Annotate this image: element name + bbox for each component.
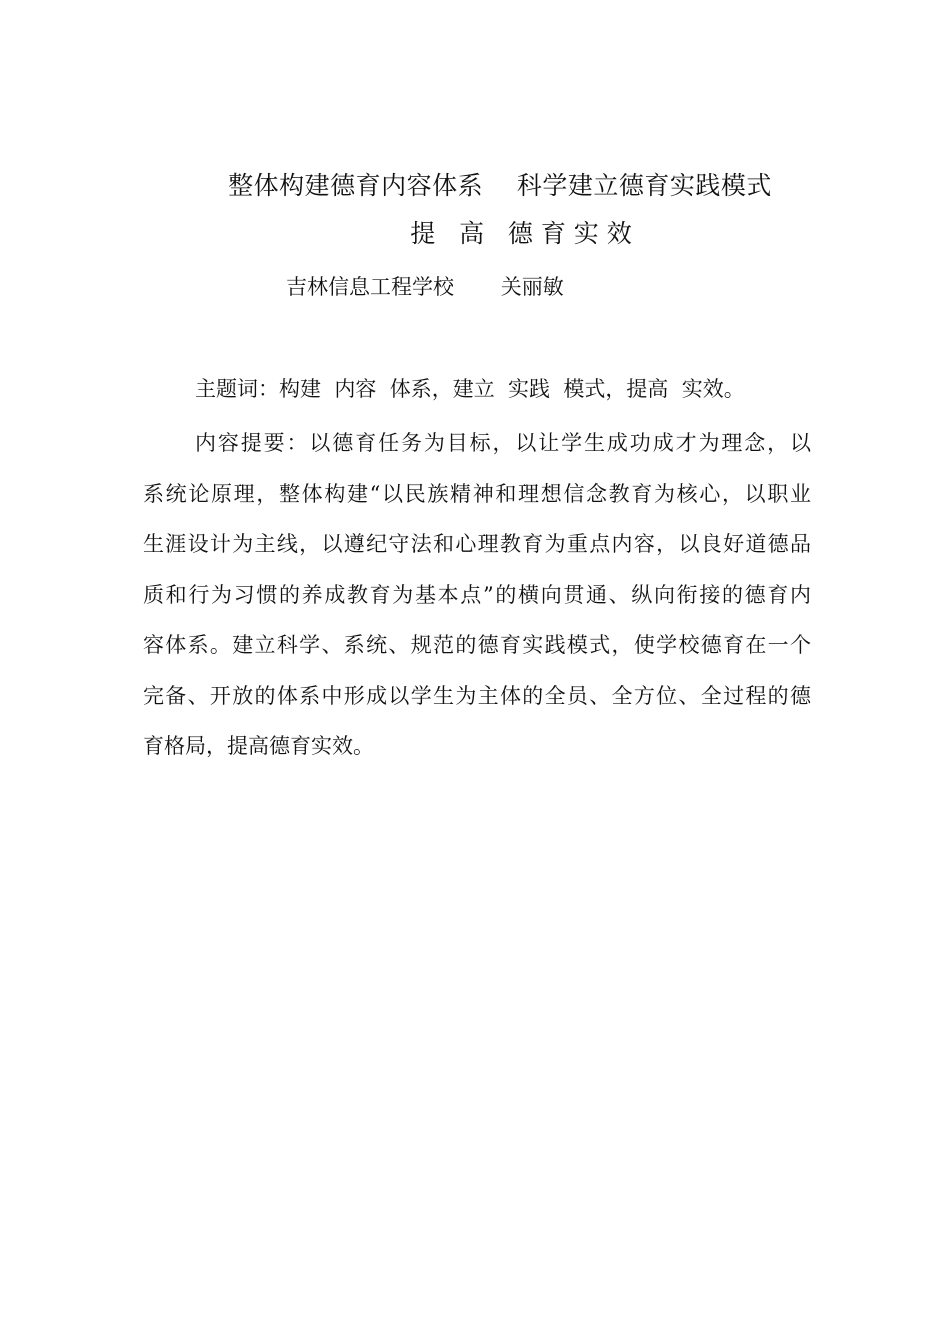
author-affiliation: 吉林信息工程学校 关丽敏 bbox=[286, 275, 564, 299]
abstract-line: 质和行为习惯的养成教育为基本点”的横向贯通、纵向衔接的德育内 bbox=[143, 582, 811, 607]
title-line-2: 提 高 德 育 实 效 bbox=[410, 219, 632, 248]
keywords-line: 主题词：构建 内容 体系，建立 实践 模式，提高 实效。 bbox=[195, 377, 745, 401]
abstract-line: 育格局，提高德育实效。 bbox=[143, 734, 374, 758]
abstract-line: 容体系。建立科学、系统、规范的德育实践模式，使学校德育在一个 bbox=[143, 633, 811, 657]
abstract-line: 内容提要：以德育任务为目标，以让学生成功成才为理念，以 bbox=[195, 431, 811, 455]
abstract-line: 完备、开放的体系中形成以学生为主体的全员、全方位、全过程的德 bbox=[143, 683, 811, 708]
abstract-line: 系统论原理，整体构建“以民族精神和理想信念教育为核心，以职业 bbox=[143, 481, 811, 506]
title-line-1: 整体构建德育内容体系 科学建立德育实践模式 bbox=[228, 171, 772, 200]
abstract-paragraph bbox=[143, 418, 811, 772]
abstract-line: 生涯设计为主线，以遵纪守法和心理教育为重点内容，以良好道德品 bbox=[143, 532, 811, 556]
